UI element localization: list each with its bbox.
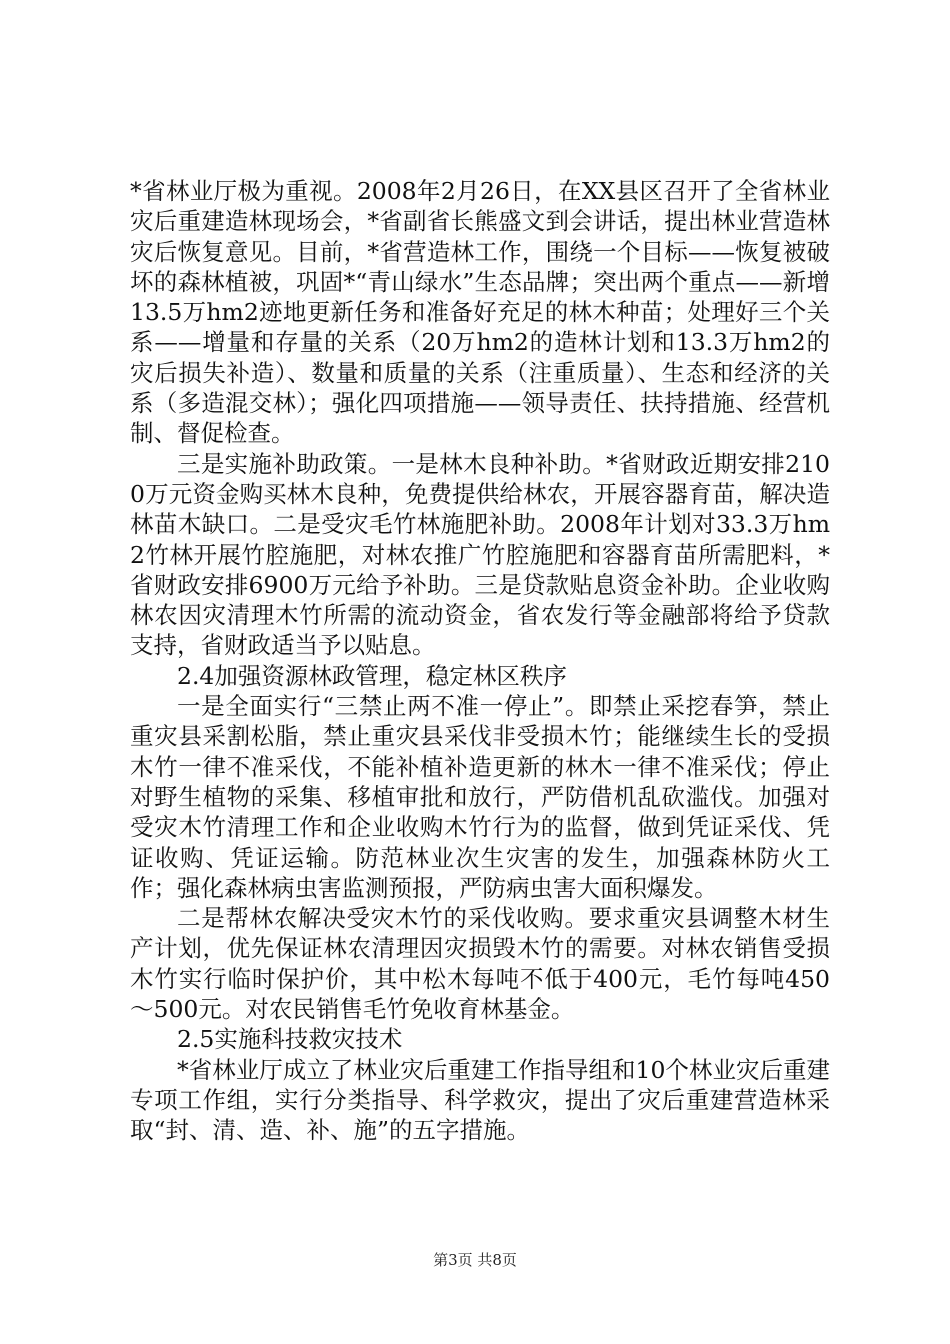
paragraph-4: 二是帮林农解决受灾木竹的采伐收购。要求重灾县调整木材生产计划，优先保证林农清理因灾损毁木竹的需要。对林农销售受损木竹实行临时保护价，其中松木每吨不低于400元，毛竹每吨450～500元。对农民销售毛竹免收育林基金。 [130,904,830,1024]
paragraph-2: 三是实施补助政策。一是林木良种补助。*省财政近期安排2100万元资金购买林木良种，免费提供给林农，开展容器育苗，解决造林苗木缺口。二是受灾毛竹林施肥补助。2008年计划对33.3万hm2竹林开展竹腔施肥，对林农推广竹腔施肥和容器育苗所需肥料，*省财政安排6900万元给予补助。三是贷款贴息资金补助。企业收购林农因灾清理木竹所需的流动资金，省农发行等金融部将给予贷款支持，省财政适当予以贴息。 [130,449,830,660]
paragraph-3: 一是全面实行“三禁止两不准一停止”。即禁止采挖春笋，禁止重灾县采割松脂，禁止重灾县采伐非受损木竹；能继续生长的受损木竹一律不准采伐，不能补植补造更新的林木一律不准采伐；停止对野生植物的采集、移植审批和放行，严防借机乱砍滥伐。加强对受灾木竹清理工作和企业收购木竹行为的监督，做到凭证采伐、凭证收购、凭证运输。防范林业次生灾害的发生，加强森林防火工作；强化森林病虫害监测预报，严防病虫害大面积爆发。 [130,692,830,902]
paragraph-1: *省林业厅极为重视。2008年2月26日，在XX县区召开了全省林业灾后重建造林现场会，*省副省长熊盛文到会讲话，提出林业营造林灾后恢复意见。目前，*省营造林工作，围绕一个目标——恢复被破坏的森林植被，巩固*“青山绿水”生态品牌；突出两个重点——新增13.5万hm2迹地更新任务和准备好充足的林木种苗；处理好三个关系——增量和存量的关系（20万hm2的造林计划和13.3万hm2的灾后损失补造）、数量和质量的关系（注重质量）、生态和经济的关系（多造混交林）；强化四项措施——领导责任、扶持措施、经营机制、督促检查。 [130,177,830,448]
paragraph-5: *省林业厅成立了林业灾后重建工作指导组和10个林业灾后重建专项工作组，实行分类指导、科学救灾，提出了灾后重建营造林采取“封、清、造、补、施”的五字措施。 [130,1055,830,1145]
section-heading-2-4: 2.4加强资源林政管理，稳定林区秩序 [177,661,567,690]
section-heading-2-5: 2.5实施科技救灾技术 [177,1025,403,1054]
document-body [130,176,830,1146]
page-number-footer: 第3页 共8页 [433,1251,517,1269]
